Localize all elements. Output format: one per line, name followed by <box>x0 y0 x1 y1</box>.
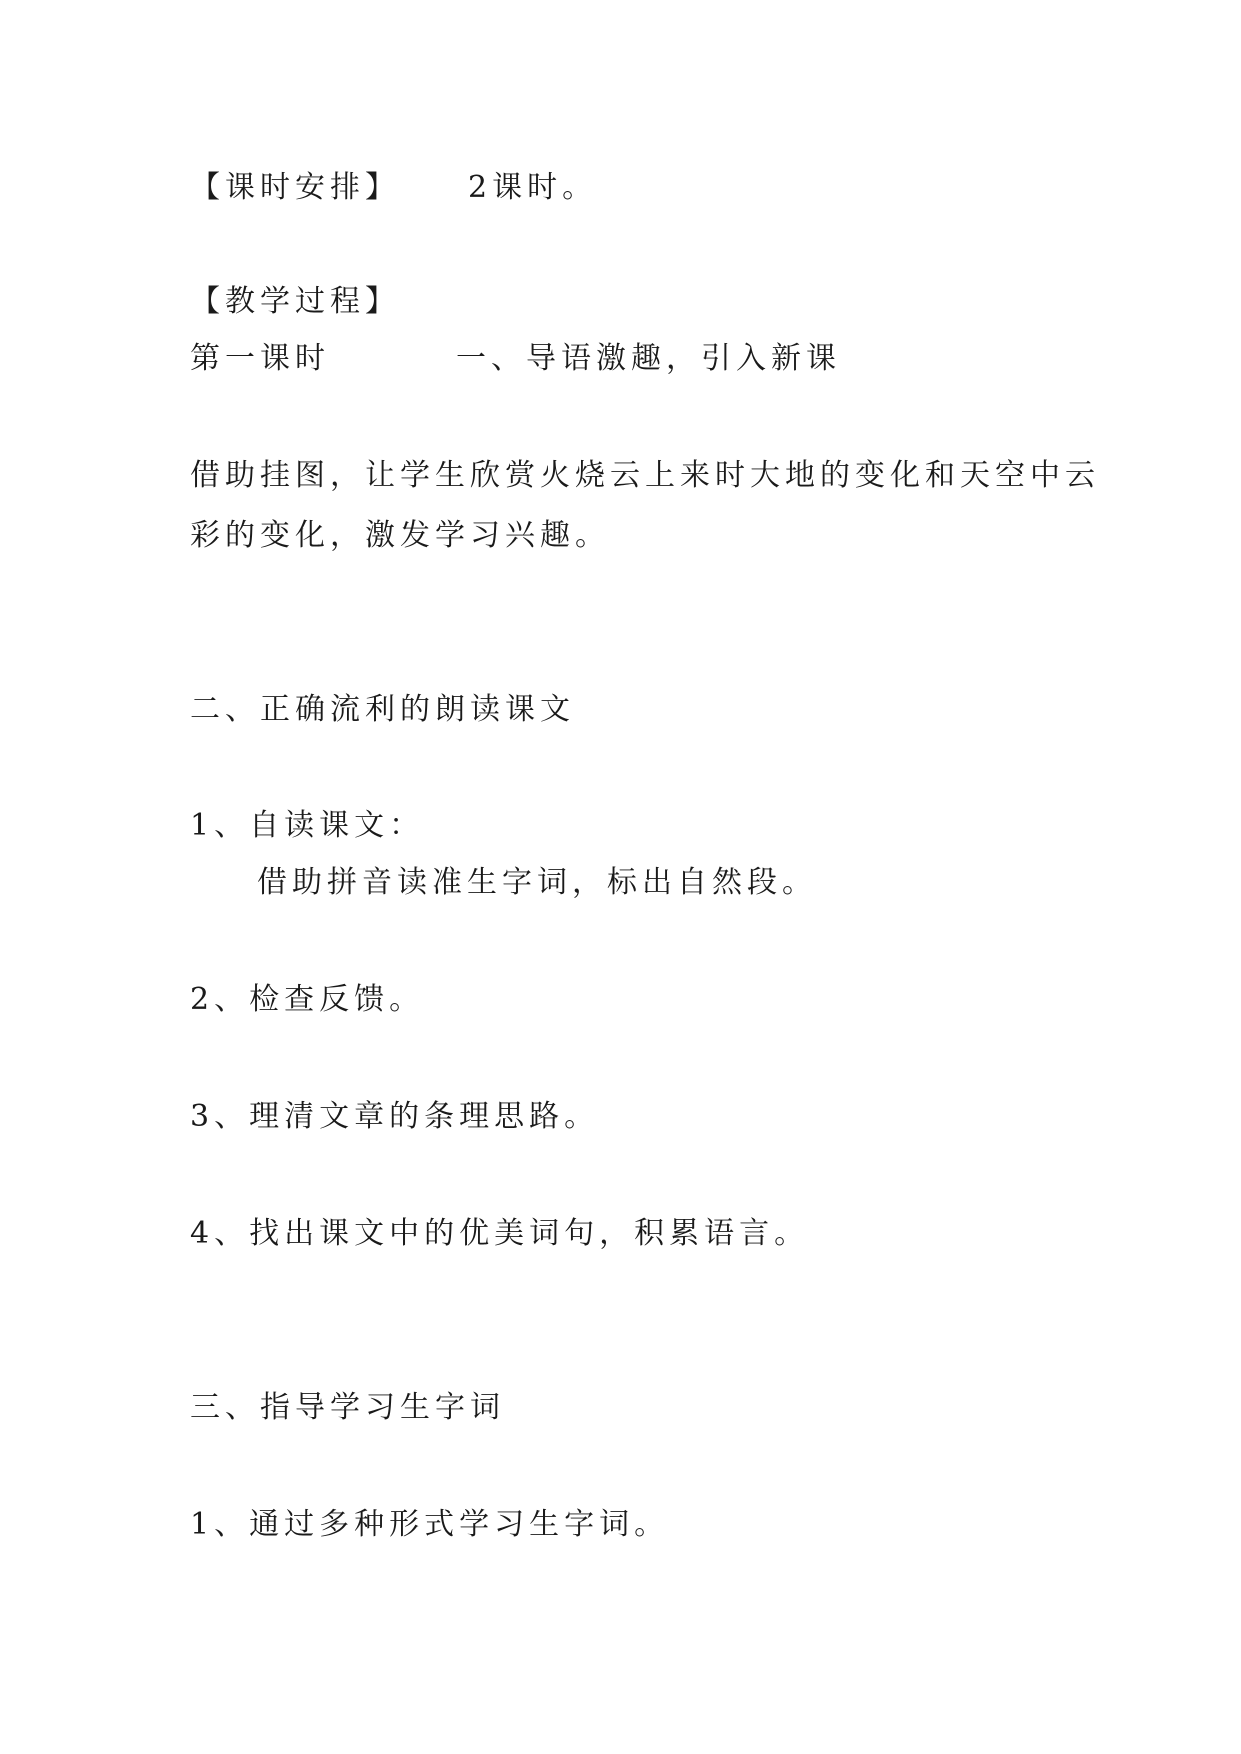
first-lesson-line <box>190 339 841 379</box>
process-heading: 【教学过程】 <box>190 284 400 319</box>
section-two-item-4: 4、找出课文中的优美词句，积累语言。 <box>190 1216 810 1251</box>
section-two-item-3: 3、理清文章的条理思路。 <box>190 1099 600 1134</box>
section-three-heading: 三、指导学习生字词 <box>190 1390 505 1425</box>
section-two-item-2: 2、检查反馈。 <box>190 982 425 1017</box>
schedule-label: 【课时安排】 <box>190 170 400 205</box>
intro-paragraph-line-2: 彩的变化，激发学习兴趣。 <box>190 518 610 553</box>
section-one-heading: 一、导语激趣，引入新课 <box>456 341 841 376</box>
section-two-heading: 二、正确流利的朗读课文 <box>190 692 575 727</box>
schedule-value: 2课时。 <box>468 170 598 205</box>
section-two-item-1: 1、自读课文： <box>190 808 425 843</box>
schedule-line <box>190 168 598 208</box>
first-lesson-label: 第一课时 <box>190 341 330 376</box>
intro-paragraph-line-1: 借助挂图，让学生欣赏火烧云上来时大地的变化和天空中云 <box>190 458 1100 493</box>
section-two-item-1-detail: 借助拼音读准生字词，标出自然段。 <box>257 865 817 900</box>
section-three-item-1: 1、通过多种形式学习生字词。 <box>190 1507 670 1542</box>
